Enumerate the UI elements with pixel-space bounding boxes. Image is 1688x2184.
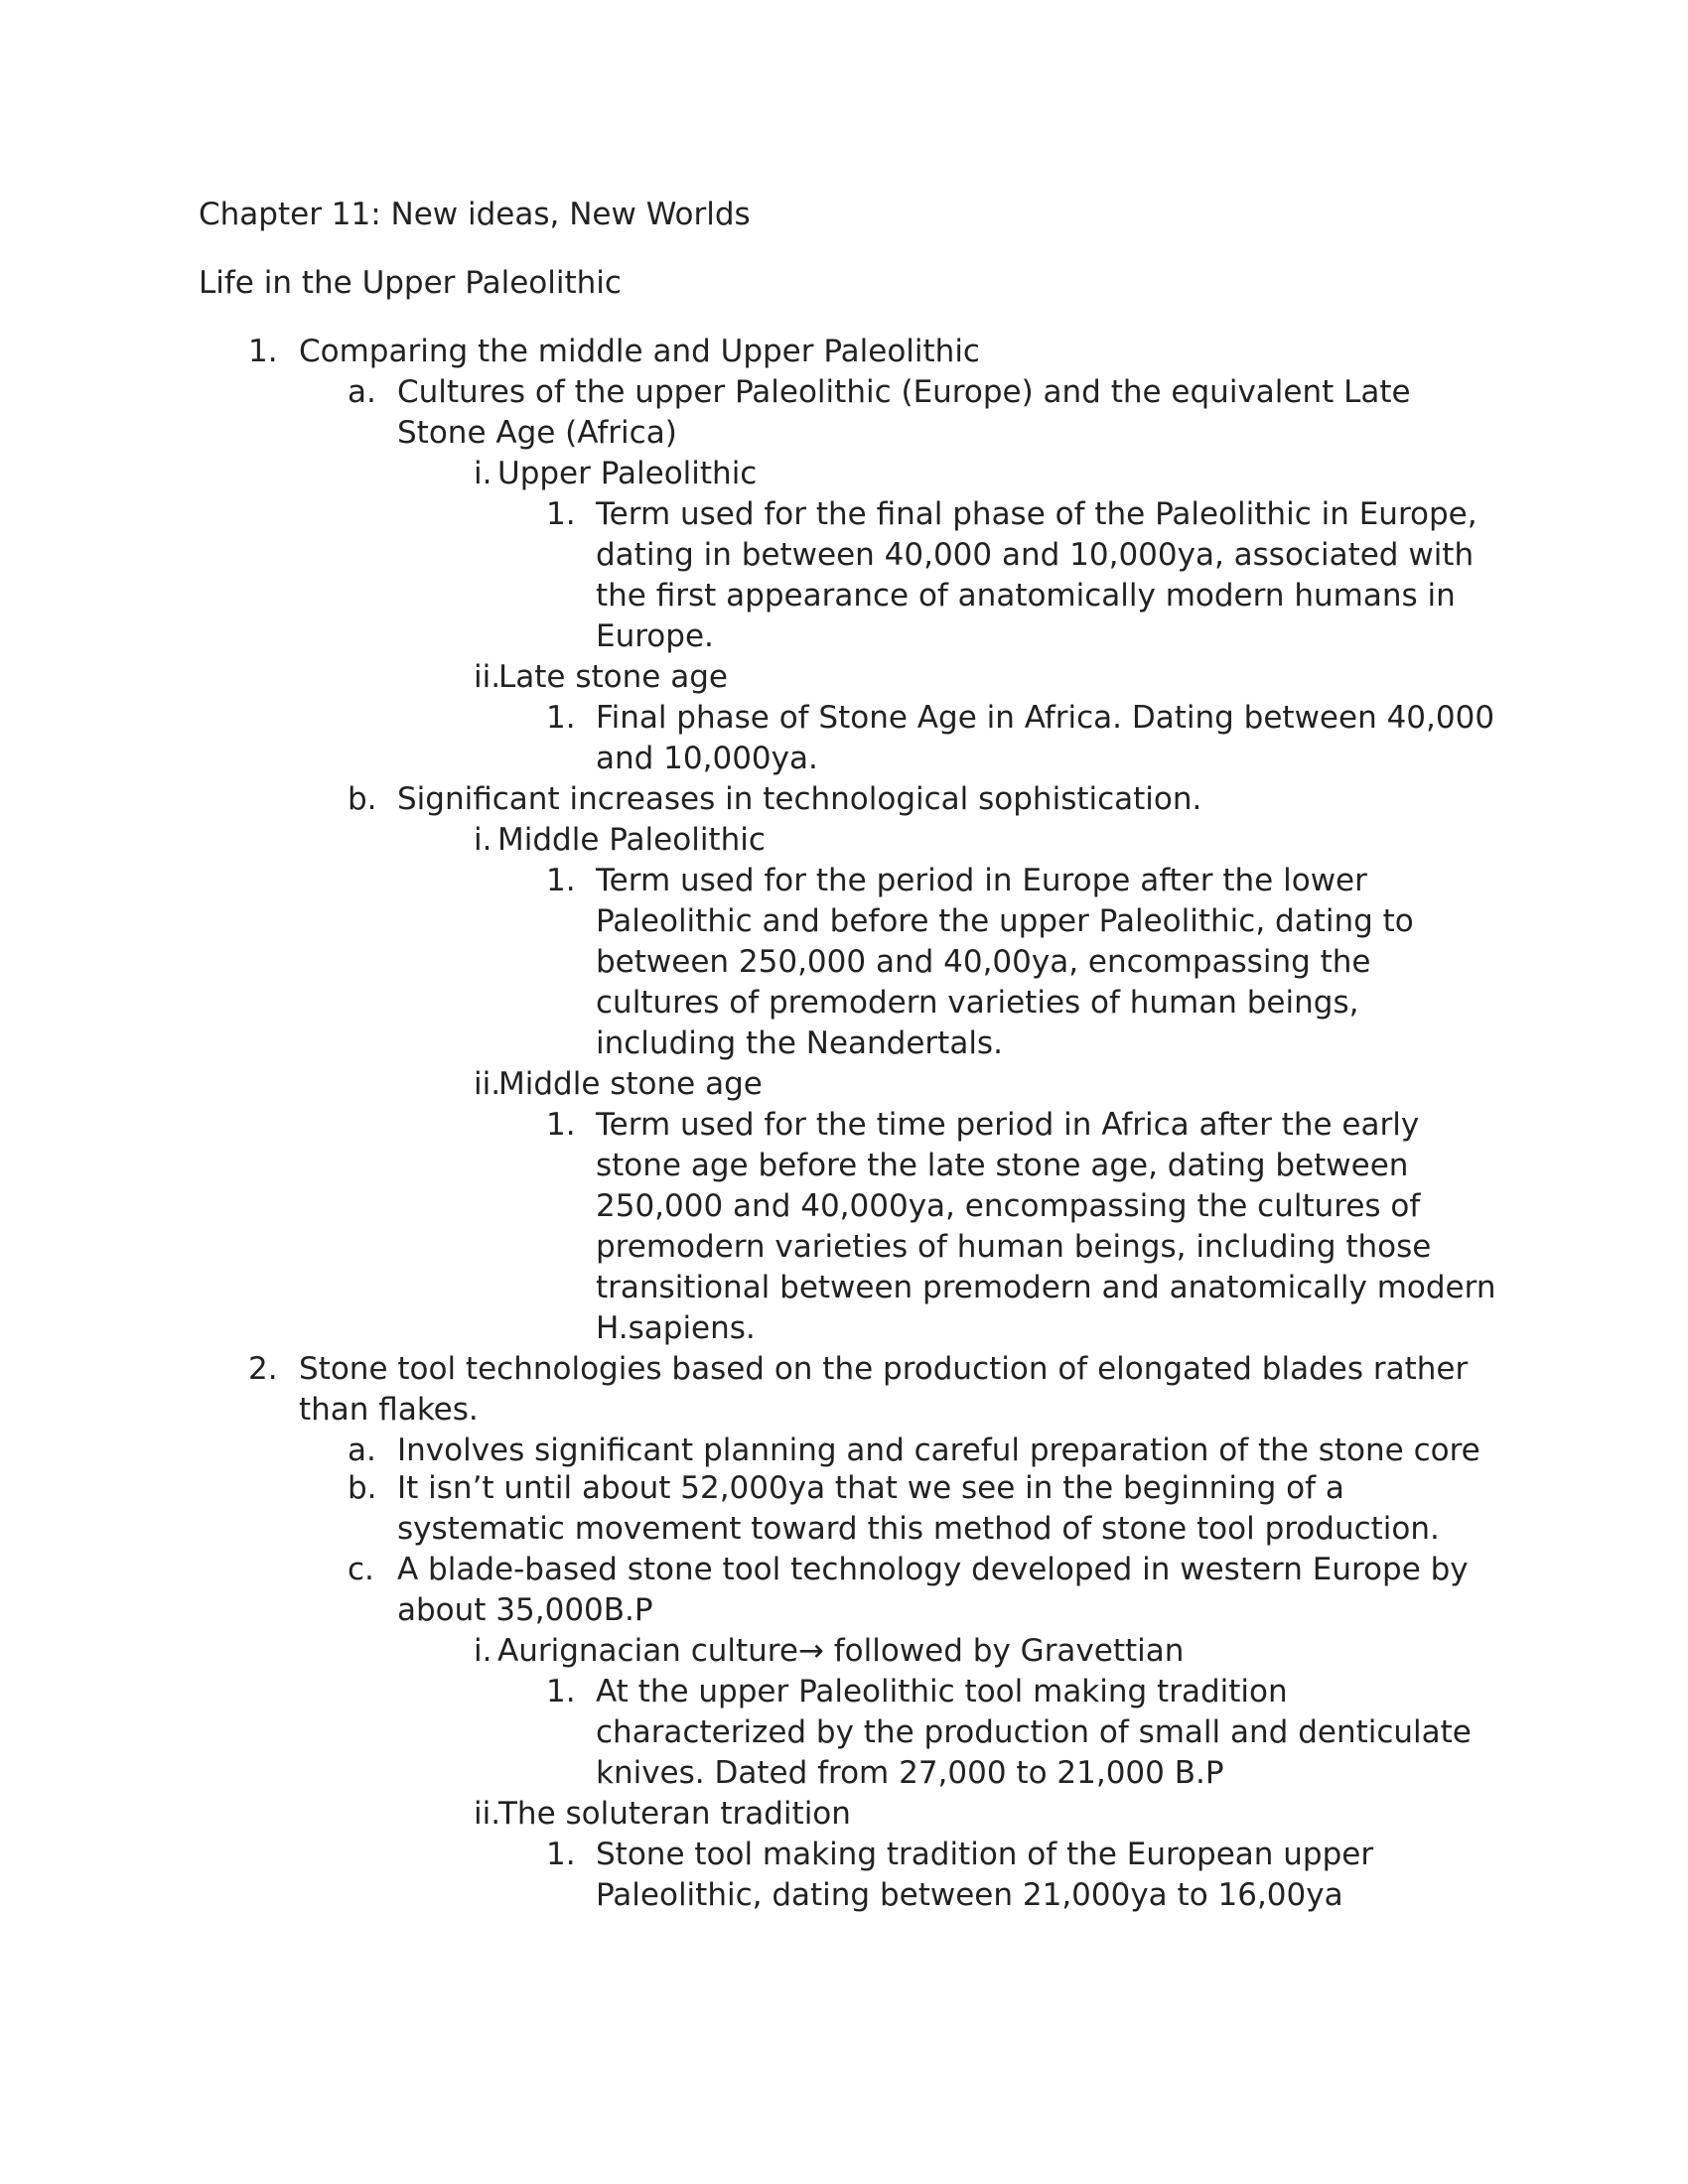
list-marker: 1. (546, 1674, 576, 1709)
list-marker: ii. (474, 1066, 501, 1102)
list-item: Upper Paleolithic (497, 456, 758, 491)
list-item: Involves significant planning and careful preparation of the stone core (397, 1433, 1480, 1468)
section-title: Life in the Upper Paleolithic (199, 265, 622, 301)
list-item: Stone tool technologies based on the production of elongated blades rather than flakes. (299, 1351, 1469, 1428)
list-marker: 1. (546, 863, 576, 898)
list-item: Stone tool making tradition of the European upper Paleolithic, dating between 21,000ya to 16,00ya (596, 1837, 1374, 1913)
list-item: A blade-based stone tool technology developed in western Europe by about 35,000B.P (397, 1552, 1469, 1628)
list-marker: 1. (546, 1107, 576, 1143)
list-item: Term used for the time period in Africa after the early stone age before the late stone age, dating between 250,000 and 40,000ya, encompassing the cultures of premodern varieties of human beings, including those transitional between premodern and anatomically modern H.sapiens. (596, 1107, 1496, 1346)
list-item: Significant increases in technological sophistication. (397, 781, 1202, 817)
list-marker: b. (348, 781, 377, 817)
list-marker: 1. (248, 334, 278, 369)
list-item: Middle stone age (498, 1066, 763, 1102)
list-item: Late stone age (498, 659, 728, 695)
list-marker: 1. (546, 496, 576, 532)
list-marker: i. (474, 1633, 492, 1669)
list-marker: a. (348, 374, 376, 410)
list-marker: i. (474, 822, 492, 858)
list-item: Term used for the final phase of the Paleolithic in Europe, dating in between 40,000 and 10,000ya, associated with the first appearance of anatomically modern humans in Europe. (596, 496, 1477, 654)
list-marker: 1. (546, 700, 576, 736)
list-item: Middle Paleolithic (497, 822, 766, 858)
list-marker: ii. (474, 1796, 501, 1832)
list-item: Final phase of Stone Age in Africa. Dating between 40,000 and 10,000ya. (596, 700, 1495, 776)
list-item: Comparing the middle and Upper Paleolithic (299, 334, 980, 369)
list-marker: 2. (248, 1351, 278, 1387)
list-item: At the upper Paleolithic tool making tradition characterized by the production of small and denticulate knives. Dated from 27,000 to 21,000 B.P (596, 1674, 1472, 1791)
list-item: The soluteran tradition (498, 1796, 851, 1832)
list-marker: ii. (474, 659, 501, 695)
list-marker: i. (474, 456, 492, 491)
list-marker: 1. (546, 1837, 576, 1872)
chapter-title: Chapter 11: New ideas, New Worlds (199, 197, 751, 232)
list-item: It isn’t until about 52,000ya that we see in the beginning of a systematic movement toward this method of stone tool production. (397, 1470, 1440, 1547)
list-item: Term used for the period in Europe after the lower Paleolithic and before the upper Paleolithic, dating to between 250,000 and 40,00ya, encompassing the cultures of premodern varieties of human beings, including the Neandertals. (596, 863, 1414, 1061)
list-marker: b. (348, 1470, 377, 1506)
list-marker: a. (348, 1433, 376, 1468)
list-item: Cultures of the upper Paleolithic (Europe) and the equivalent Late Stone Age (Africa) (397, 374, 1411, 451)
list-marker: c. (348, 1552, 374, 1587)
list-item: Aurignacian culture→ followed by Gravettian (497, 1633, 1185, 1669)
